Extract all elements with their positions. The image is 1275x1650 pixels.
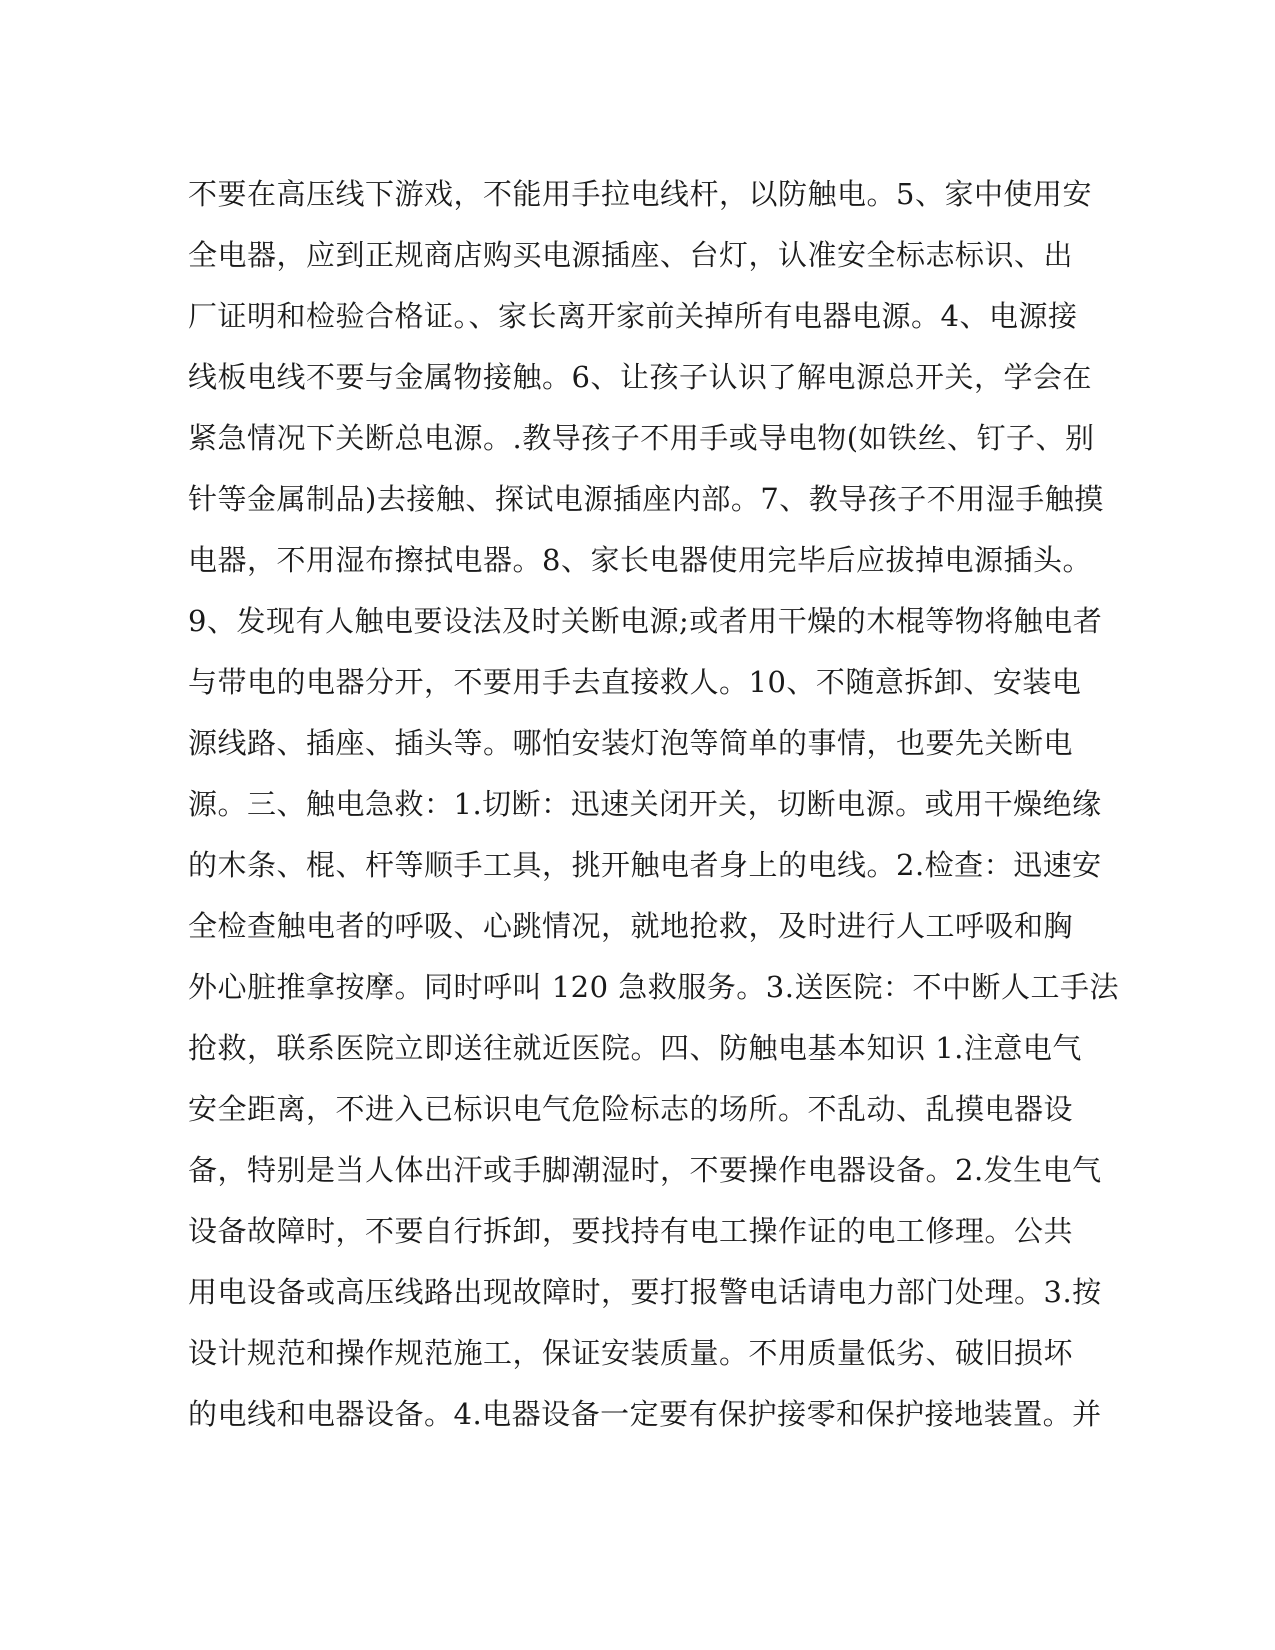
text-line: 用电设备或高压线路出现故障时，要打报警电话请电力部门处理。3.按 (188, 1275, 1102, 1309)
text-line: 不要在高压线下游戏，不能用手拉电线杆，以防触电。5、家中使用安 (188, 177, 1092, 211)
text-line: 线板电线不要与金属物接触。6、让孩子认识了解电源总开关，学会在 (188, 360, 1092, 394)
text-line: 源线路、插座、插头等。哪怕安装灯泡等简单的事情，也要先关断电 (188, 726, 1074, 760)
text-line: 厂证明和检验合格证。、家长离开家前关掉所有电器电源。4、电源接 (188, 299, 1078, 333)
text-line: 与带电的电器分开，不要用手去直接救人。10、不随意拆卸、安装电 (188, 665, 1082, 699)
text-line: 全检查触电者的呼吸、心跳情况，就地抢救，及时进行人工呼吸和胸 (188, 909, 1074, 943)
text-line: 的电线和电器设备。4.电器设备一定要有保护接零和保护接地装置。并 (188, 1397, 1102, 1431)
text-line: 设计规范和操作规范施工，保证安装质量。不用质量低劣、破旧损坏 (188, 1336, 1074, 1370)
body-text (188, 164, 1119, 1445)
text-line: 设备故障时，不要自行拆卸，要找持有电工操作证的电工修理。公共 (188, 1214, 1074, 1248)
text-line: 全电器，应到正规商店购买电源插座、台灯，认准安全标志标识、出 (188, 238, 1074, 272)
text-line: 外心脏推拿按摩。同时呼叫 120 急救服务。3.送医院：不中断人工手法 (188, 970, 1119, 1004)
text-line: 针等金属制品)去接触、探试电源插座内部。7、教导孩子不用湿手触摸 (188, 482, 1104, 516)
text-line: 抢救，联系医院立即送往就近医院。四、防触电基本知识 1.注意电气 (188, 1031, 1082, 1065)
text-line: 备，特别是当人体出汗或手脚潮湿时，不要操作电器设备。2.发生电气 (188, 1153, 1102, 1187)
text-line: 9、发现有人触电要设法及时关断电源;或者用干燥的木棍等物将触电者 (188, 604, 1103, 638)
text-line: 的木条、棍、杆等顺手工具，挑开触电者身上的电线。2.检查：迅速安 (188, 848, 1102, 882)
text-line: 安全距离，不进入已标识电气危险标志的场所。不乱动、乱摸电器设 (188, 1092, 1074, 1126)
text-line: 紧急情况下关断总电源。.教导孩子不用手或导电物(如铁丝、钉子、别 (188, 421, 1095, 455)
text-line: 电器，不用湿布擦拭电器。8、家长电器使用完毕后应拔掉电源插头。 (188, 543, 1092, 577)
text-line: 源。三、触电急救：1.切断：迅速关闭开关，切断电源。或用干燥绝缘 (188, 787, 1102, 821)
